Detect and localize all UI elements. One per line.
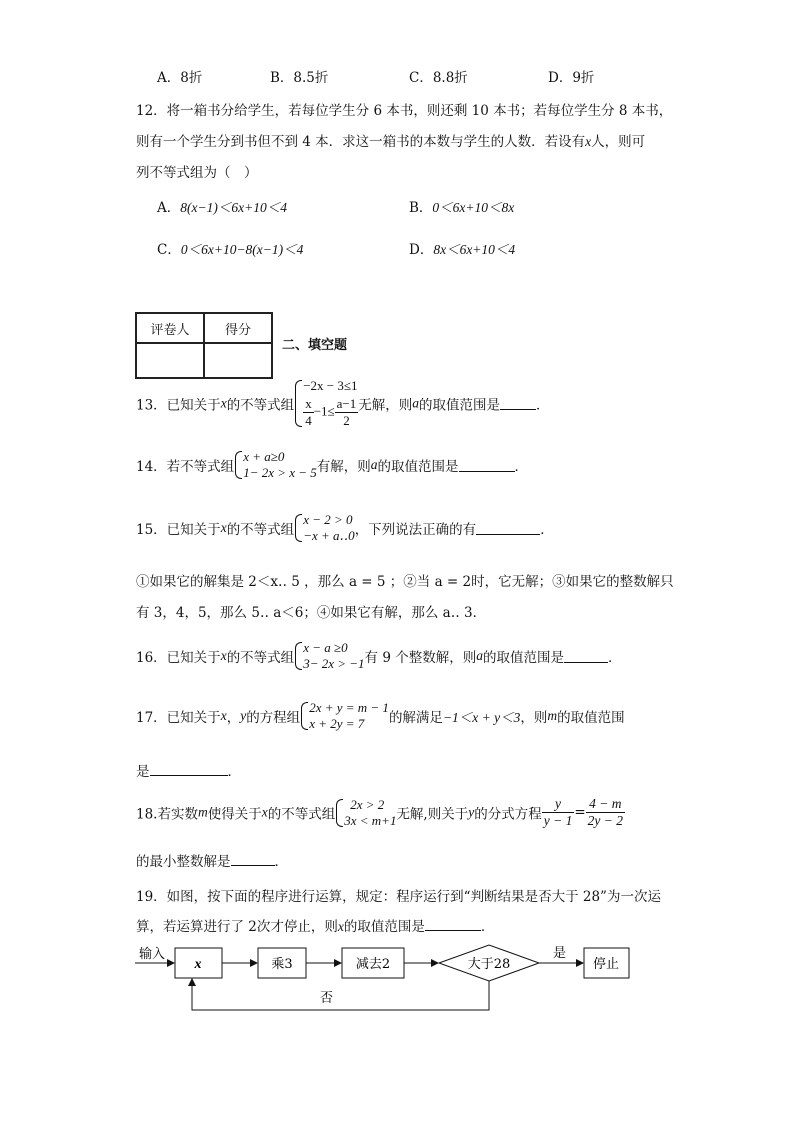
q13-answer-blank[interactable] <box>500 397 536 410</box>
flow-box-x-label: x <box>194 957 202 972</box>
section-title: 二、填空题 <box>282 338 348 353</box>
q14-answer-blank[interactable] <box>459 459 515 472</box>
flow-decision-label: 大于28 <box>467 957 511 972</box>
q18-fraction-left: $\frac{y}{y - 1}$ <box>543 796 573 828</box>
score-table-score-header: 得分 <box>204 313 272 343</box>
score-table-grader-header: 评卷人 <box>136 313 204 343</box>
q11-option-c: C．8.8折 <box>409 70 468 86</box>
flow-box-stop-label: 停止 <box>592 957 620 972</box>
flow-box-multiply-label: 乘3 <box>271 957 293 972</box>
q19-answer-blank[interactable] <box>425 918 481 931</box>
q17-equation-system: 2x + y = m − 1 x + 2y = 7 <box>300 700 389 732</box>
q17: 17．已知关于x，y的方程组 2x + y = m − 1 x + 2y = 7 的解满足−1＜x + y＜3，则m的取值范围 <box>136 700 625 731</box>
q19-line2: 算，若运算进行了 2次才停止，则x的取值范围是 ． <box>136 919 495 935</box>
q17-answer-blank[interactable] <box>150 763 228 776</box>
flow-arrow-no-loop <box>192 979 489 1010</box>
q12-option-a: A．8(x−1)＜6x+10＜4 <box>157 200 287 216</box>
q13-inequality-system: −2x − 3≤1 $\frac{x}{4}$ −1≤ $\frac{a-1}{2}$ <box>294 378 358 429</box>
q16: 16．已知关于x的不等式组 x − a ≥0 3− 2x > −1 有 9 个整数解，则a的取值范围是 ． <box>136 640 622 671</box>
q15-line2: ①如果它的解集是 2＜x‥ 5 ，那么 a = 5 ；②当 a = 2时，它无解；③如果它的整数解只 <box>136 574 674 590</box>
q12-option-c: C．0＜6x+10−8(x−1)＜4 <box>157 242 304 258</box>
q19-line1: 19．如图，按下面的程序进行运算，规定：程序运行到“判断结果是否大于 28”为一次运 <box>136 889 661 905</box>
q12-var-x: x <box>585 134 592 149</box>
q16-inequality-system: x − a ≥0 3− 2x > −1 <box>294 640 364 672</box>
q17-line2: 是 ． <box>136 764 241 780</box>
q12-line1: 12．将一箱书分给学生，若每位学生分 6 本书，则还剩 10 本书；若每位学生分 8 本书， <box>136 103 673 119</box>
q13: 13．已知关于x的不等式组 −2x − 3≤1 $\frac{x}{4}$ −1≤ $\frac{a-1}{2}$ 无解，则a的取值范围是 ． <box>136 378 550 428</box>
flowchart <box>130 940 650 1020</box>
score-table <box>135 312 273 379</box>
q18-inequality-system: 2x > 2 3x < m+1 <box>335 797 396 829</box>
q15-inequality-system: x − 2 > 0 −x + a‥0 <box>294 512 355 544</box>
flow-box-subtract-label: 减去2 <box>355 957 391 972</box>
q11-option-a: A．8折 <box>157 70 203 86</box>
q12-line2: 则有一个学生分到书但不到 4 本．求这一箱书的本数与学生的人数．若设有x人，则可 <box>136 134 646 150</box>
q12-option-b: B．0＜6x+10＜8x <box>409 200 515 216</box>
q16-answer-blank[interactable] <box>564 650 608 663</box>
q11-option-d: D．9折 <box>548 70 595 86</box>
flow-input-label: 输入 <box>139 947 166 962</box>
q15: 15．已知关于x的不等式组 x − 2 > 0 −x + a‥0 ，下列说法正确的有 ． <box>136 512 554 543</box>
q14-inequality-system: x + a≥0 1− 2x > x − 5 <box>234 449 317 481</box>
score-table-grader-cell <box>136 343 204 378</box>
q14: 14．若不等式组 x + a≥0 1− 2x > x − 5 有解，则a的取值范围是 ． <box>136 449 529 480</box>
q18-line2: 的最小整数解是 ． <box>136 854 288 870</box>
q18-fraction-right: $\frac{4 - m}{2y - 2}$ <box>587 796 624 828</box>
q11-option-b: B．8.5折 <box>270 70 329 86</box>
q15-line3: 有 3，4，5，那么 5‥ a＜6；④如果它有解，那么 a‥ 3． <box>136 605 487 621</box>
flow-no-label: 否 <box>320 991 334 1006</box>
flow-yes-label: 是 <box>553 946 567 961</box>
q12-line3: 列不等式组为（ ） <box>136 165 258 181</box>
q18: 18.若实数m使得关于x的不等式组 2x > 2 3x < m+1 无解,则关于y的分式方程 $\frac{y}{y - 1}$ = $\frac{4 - m}{2y - 2}$ <box>136 796 624 828</box>
q12-option-d: D．8x＜6x+10＜4 <box>409 242 516 258</box>
q18-answer-blank[interactable] <box>231 853 275 866</box>
score-table-score-cell <box>204 343 272 378</box>
q15-answer-blank[interactable] <box>476 522 540 535</box>
